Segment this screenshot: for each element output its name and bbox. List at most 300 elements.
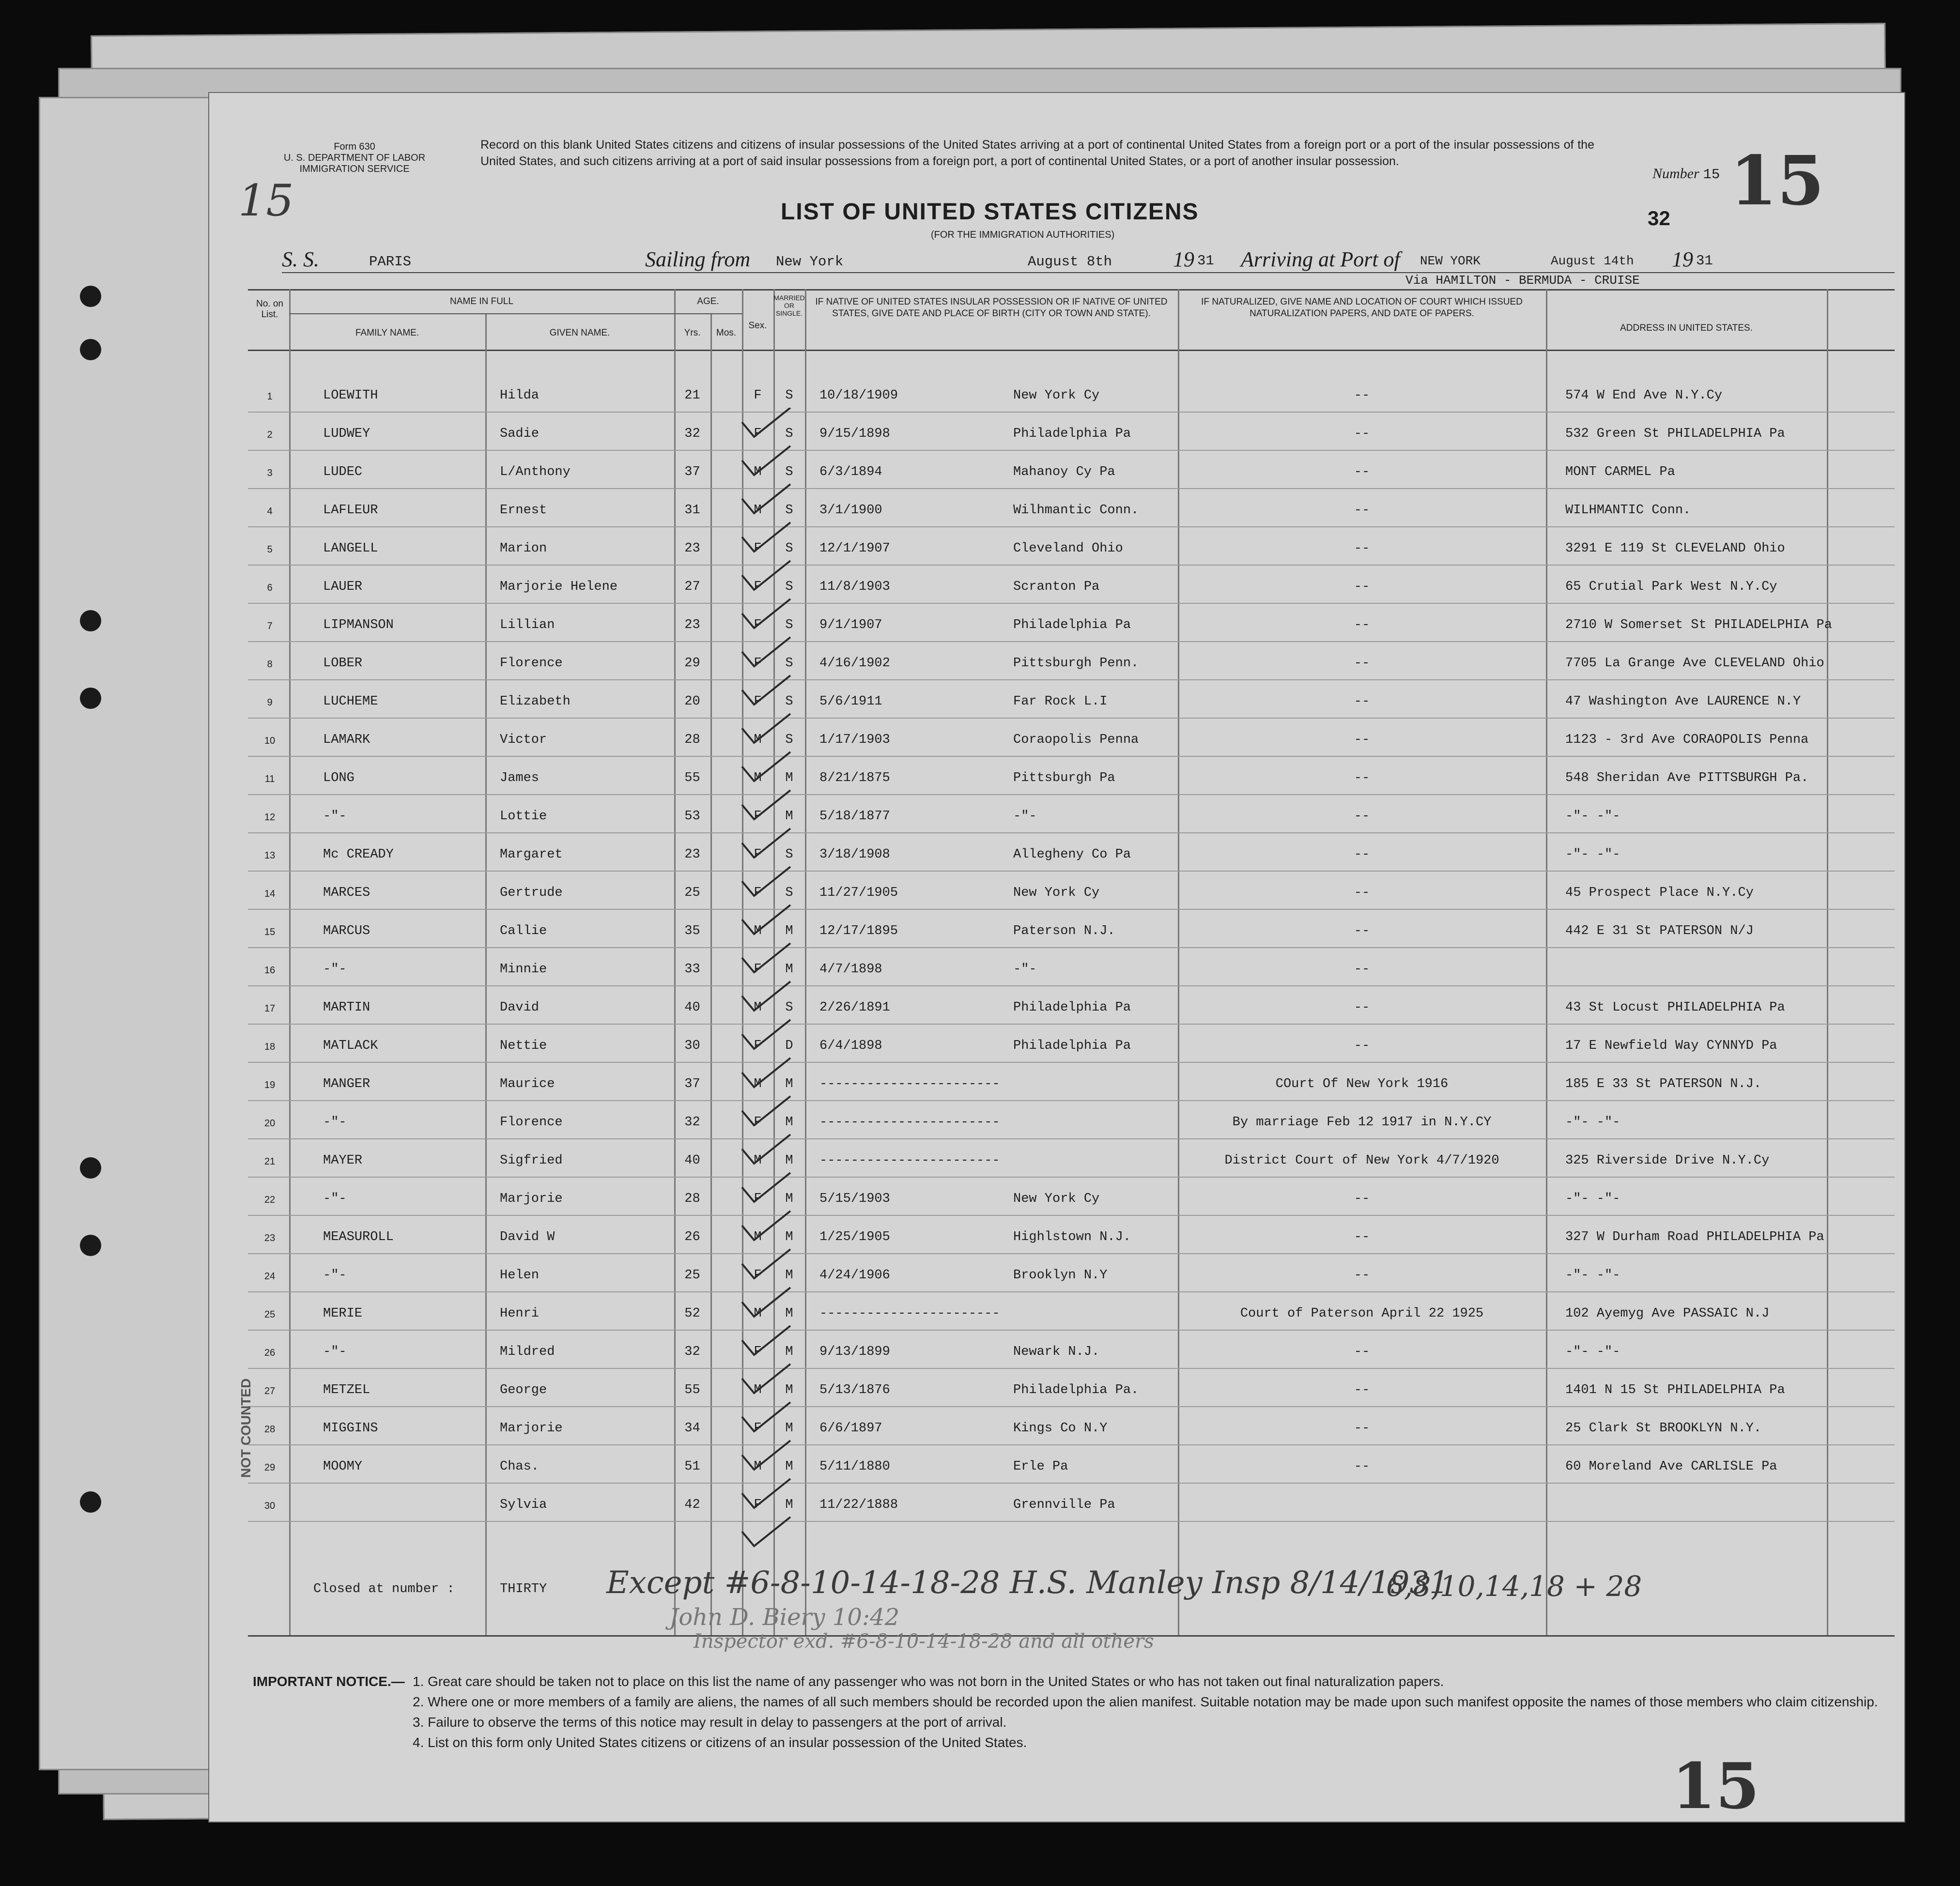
row-rule [248, 1521, 1895, 1522]
bottom-stamp-number: 15 [1672, 1749, 1759, 1823]
row-sex-cell: F [754, 886, 762, 900]
row-no-cell: 4 [267, 506, 273, 517]
row-addr-cell: 185 E 33 St PATERSON N.J. [1565, 1077, 1762, 1091]
header-naturalized: IF NATURALIZED, GIVE NAME AND LOCATION OF COURT WHICH ISSUED NATURALIZATION PAPERS, AND DATE OF PAPERS. [1201, 297, 1523, 319]
binder-hole [80, 339, 101, 360]
row-no-cell: 1 [267, 391, 273, 402]
row-family-cell: MARCUS [323, 924, 370, 938]
row-ms-cell: M [785, 1192, 793, 1206]
row-place-cell: Coraopolis Penna [1013, 733, 1139, 747]
row-family-cell: -"- [323, 1345, 347, 1359]
row-ms-cell: M [785, 924, 793, 938]
row-nat-cell: -- [1354, 1039, 1370, 1053]
row-no-cell: 13 [264, 850, 276, 861]
row-yrs-cell: 20 [684, 694, 700, 709]
row-place-cell: Philadelphia Pa [1013, 1039, 1131, 1053]
row-family-cell: LUDEC [323, 465, 363, 479]
row-given-cell: Lillian [500, 618, 555, 632]
row-given-cell: Marjorie Helene [500, 580, 618, 594]
header-no: No. on List. [256, 299, 283, 320]
row-yrs-cell: 25 [684, 1268, 700, 1283]
row-yrs-cell: 32 [684, 427, 700, 441]
row-given-cell: James [500, 771, 540, 785]
row-family-cell: LIPMANSON [323, 618, 394, 632]
row-ms-cell: D [785, 1039, 793, 1053]
arrival-year-prefix: 19 [1672, 247, 1693, 271]
col-divider [1178, 289, 1179, 1635]
row-date-cell: ----------------------- [819, 1153, 1000, 1168]
row-addr-cell: -"- -"- [1565, 1115, 1620, 1130]
row-family-cell: MANGER [323, 1077, 370, 1091]
row-nat-cell: By marriage Feb 12 1917 in N.Y.CY [1232, 1115, 1492, 1130]
row-rule [248, 1291, 1895, 1292]
header-name-in-full: NAME IN FULL [450, 296, 513, 307]
row-ms-cell: S [785, 847, 793, 862]
row-given-cell: Sadie [500, 427, 540, 441]
arrival-port: NEW YORK [1420, 254, 1481, 268]
row-date-cell: 11/27/1905 [819, 886, 898, 900]
row-given-cell: Chas. [500, 1459, 540, 1474]
row-yrs-cell: 55 [684, 1383, 700, 1397]
row-ms-cell: S [785, 886, 793, 900]
header-family-name: FAMILY NAME. [355, 328, 419, 338]
row-given-cell: David W [500, 1230, 555, 1244]
row-no-cell: 12 [264, 812, 276, 823]
row-given-cell: George [500, 1383, 547, 1397]
row-date-cell: 6/4/1898 [819, 1039, 882, 1053]
header-birth: IF NATIVE OF UNITED STATES INSULAR POSSESSION OR IF NATIVE OF UNITED STATES, GIVE DATE AND PLACE OF BIRTH (CITY OR TOWN AND STATE). [815, 297, 1168, 319]
row-ms-cell: M [785, 809, 793, 824]
row-date-cell: 11/8/1903 [819, 580, 890, 594]
table-head-rule [248, 350, 1895, 351]
row-nat-cell: -- [1354, 1459, 1370, 1474]
row-place-cell: Scranton Pa [1013, 580, 1100, 594]
row-family-cell: LAMARK [323, 733, 370, 747]
row-no-cell: 10 [264, 736, 276, 746]
row-ms-cell: M [785, 962, 793, 977]
row-no-cell: 29 [264, 1462, 276, 1473]
notice-items [413, 1671, 1960, 1753]
not-counted-stamp: NOT COUNTED [238, 1378, 253, 1478]
row-yrs-cell: 51 [684, 1459, 700, 1474]
sailing-from: New York [776, 254, 844, 270]
row-no-cell: 2 [267, 429, 273, 440]
row-date-cell: 1/25/1905 [819, 1230, 890, 1244]
checkmark-icon [742, 1135, 790, 1164]
checkmark-icon [742, 522, 790, 552]
row-date-cell: 12/17/1895 [819, 924, 898, 938]
row-place-cell: Kings Co N.Y [1013, 1421, 1108, 1436]
row-place-cell: Pittsburgh Pa [1013, 771, 1115, 785]
form-number: Form 630 [334, 141, 375, 152]
row-yrs-cell: 32 [684, 1345, 700, 1359]
row-date-cell: 1/17/1903 [819, 733, 890, 747]
row-date-cell: 9/13/1899 [819, 1345, 890, 1359]
row-no-cell: 30 [264, 1501, 276, 1511]
row-rule [248, 565, 1895, 566]
row-given-cell: Marjorie [500, 1192, 563, 1206]
row-family-cell: MEASUROLL [323, 1230, 394, 1244]
row-yrs-cell: 33 [684, 962, 700, 977]
row-rule [248, 1138, 1895, 1139]
sailing-label: Sailing from [645, 247, 751, 271]
ship-name: PARIS [369, 254, 412, 270]
row-addr-cell: 7705 La Grange Ave CLEVELAND Ohio [1565, 656, 1824, 671]
sail-year: 31 [1197, 253, 1214, 269]
header-yrs: Yrs. [684, 328, 701, 338]
row-place-cell: Philadelphia Pa [1013, 427, 1131, 441]
row-addr-cell: 548 Sheridan Ave PITTSBURGH Pa. [1565, 771, 1809, 785]
page-subtitle: (FOR THE IMMIGRATION AUTHORITIES) [931, 230, 1115, 240]
row-addr-cell: 60 Moreland Ave CARLISLE Pa [1565, 1459, 1777, 1474]
row-rule [248, 909, 1895, 910]
row-rule [248, 1406, 1895, 1407]
row-rule [248, 756, 1895, 757]
col-divider [485, 313, 487, 1635]
row-place-cell: Pittsburgh Penn. [1013, 656, 1139, 671]
row-rule [248, 1177, 1895, 1178]
row-nat-cell: District Court of New York 4/7/1920 [1224, 1153, 1499, 1168]
row-date-cell: ----------------------- [819, 1077, 1000, 1091]
row-place-cell: Allegheny Co Pa [1013, 847, 1131, 862]
row-sex-cell: F [754, 541, 762, 556]
row-yrs-cell: 28 [684, 1192, 700, 1206]
row-no-cell: 3 [267, 468, 273, 478]
service-name: IMMIGRATION SERVICE [299, 164, 410, 174]
row-rule [248, 603, 1895, 604]
header-address: ADDRESS IN UNITED STATES. [1620, 323, 1753, 333]
row-nat-cell: -- [1354, 465, 1370, 479]
row-no-cell: 15 [264, 927, 276, 937]
row-place-cell: Philadelphia Pa. [1013, 1383, 1139, 1397]
tally-checkmarks [732, 408, 858, 1560]
binder-hole [80, 688, 101, 709]
handwritten-except-note: Except #6-8-10-14-18-28 H.S. Manley Insp 8/14/1931 [606, 1565, 1449, 1601]
row-ms-cell: M [785, 1153, 793, 1168]
row-addr-cell: 17 E Newfield Way CYNNYD Pa [1565, 1039, 1777, 1053]
row-rule [248, 832, 1895, 833]
row-ms-cell: S [785, 618, 793, 632]
row-given-cell: Henri [500, 1306, 540, 1321]
row-rule [248, 985, 1895, 986]
header-married: MARRIED OR SINGLE. [773, 294, 805, 317]
row-nat-cell: -- [1354, 1192, 1370, 1206]
row-yrs-cell: 53 [684, 809, 700, 824]
row-sex-cell: F [754, 847, 762, 862]
table-top-rule [248, 289, 1895, 291]
row-given-cell: Minnie [500, 962, 547, 977]
stamp-number: 15 [1730, 141, 1824, 221]
row-given-cell: David [500, 1000, 540, 1015]
row-ms-cell: M [785, 1345, 793, 1359]
row-sex-cell: M [754, 771, 762, 785]
checkmark-icon [742, 484, 790, 513]
row-place-cell: Cleveland Ohio [1013, 541, 1123, 556]
row-yrs-cell: 23 [684, 847, 700, 862]
row-no-cell: 18 [264, 1042, 276, 1052]
row-nat-cell: -- [1354, 618, 1370, 632]
row-given-cell: Gertrude [500, 886, 563, 900]
row-no-cell: 24 [264, 1271, 276, 1282]
row-ms-cell: M [785, 1459, 793, 1474]
row-date-cell: 12/1/1907 [819, 541, 890, 556]
col-divider [1546, 289, 1547, 1635]
row-family-cell: -"- [323, 809, 347, 824]
col-divider [710, 313, 712, 1635]
row-date-cell: ----------------------- [819, 1306, 1000, 1321]
row-addr-cell: -"- -"- [1565, 1192, 1620, 1206]
row-yrs-cell: 40 [684, 1153, 700, 1168]
row-addr-cell: 47 Washington Ave LAURENCE N.Y [1565, 694, 1801, 709]
row-place-cell: Erle Pa [1013, 1459, 1068, 1474]
row-family-cell: LOEWITH [323, 388, 378, 403]
row-yrs-cell: 30 [684, 1039, 700, 1053]
row-yrs-cell: 25 [684, 886, 700, 900]
row-place-cell: Brooklyn N.Y [1013, 1268, 1108, 1283]
row-given-cell: Marjorie [500, 1421, 563, 1436]
row-no-cell: 8 [267, 659, 273, 670]
row-sex-cell: M [754, 1383, 762, 1397]
row-rule [248, 718, 1895, 719]
row-no-cell: 26 [264, 1348, 276, 1358]
row-addr-cell: 65 Crutial Park West N.Y.Cy [1565, 580, 1777, 594]
row-nat-cell: -- [1354, 962, 1370, 977]
row-given-cell: Victor [500, 733, 547, 747]
row-date-cell: 5/15/1903 [819, 1192, 890, 1206]
row-addr-cell: -"- -"- [1565, 809, 1620, 824]
checkmark-icon [742, 1173, 790, 1202]
row-rule [248, 1483, 1895, 1484]
row-place-cell: New York Cy [1013, 1192, 1100, 1206]
row-sex-cell: F [754, 962, 762, 977]
checkmark-icon [742, 1020, 790, 1049]
row-ms-cell: M [785, 1383, 793, 1397]
row-place-cell: Newark N.J. [1013, 1345, 1100, 1359]
row-given-cell: Margaret [500, 847, 563, 862]
row-yrs-cell: 55 [684, 771, 700, 785]
handwritten-numbers: 6,8,10,14,18 + 28 [1386, 1570, 1642, 1603]
row-given-cell: Maurice [500, 1077, 555, 1091]
row-family-cell: MOOMY [323, 1459, 363, 1474]
row-rule [248, 1062, 1895, 1063]
year-prefix: 19 [1173, 247, 1194, 271]
row-yrs-cell: 21 [684, 388, 700, 403]
row-rule [248, 679, 1895, 680]
checkmark-icon [742, 675, 790, 705]
department-name: U. S. DEPARTMENT OF LABOR [283, 153, 426, 163]
row-rule [248, 526, 1895, 527]
row-nat-cell: -- [1354, 886, 1370, 900]
row-ms-cell: M [785, 1077, 793, 1091]
checkmark-icon [742, 943, 790, 972]
row-family-cell: LAUER [323, 580, 363, 594]
row-date-cell: 3/1/1900 [819, 503, 882, 518]
row-place-cell: Paterson N.J. [1013, 924, 1115, 938]
row-rule [248, 1100, 1895, 1101]
notice-item: 2. Where one or more members of a family are aliens, the names of all such members should be recorded upon the alien manifest. Suitable notation may be made upon such manifest opposite the names of those members who claim citizenship. [413, 1694, 1878, 1709]
row-family-cell: -"- [323, 1192, 347, 1206]
row-addr-cell: 1401 N 15 St PHILADELPHIA Pa [1565, 1383, 1785, 1397]
checkmark-icon [742, 1479, 790, 1508]
row-given-cell: Nettie [500, 1039, 547, 1053]
checkmark-icon [742, 1288, 790, 1317]
row-addr-cell: 3291 E 119 St CLEVELAND Ohio [1565, 541, 1785, 556]
row-given-cell: Callie [500, 924, 547, 938]
notice-item: 3. Failure to observe the terms of this notice may result in delay to passengers at the port of arrival. [413, 1715, 1007, 1730]
row-ms-cell: S [785, 503, 793, 518]
row-rule [248, 1253, 1895, 1254]
row-ms-cell: S [785, 427, 793, 441]
row-no-cell: 6 [267, 583, 273, 593]
row-given-cell: Ernest [500, 503, 547, 518]
checkmark-icon [742, 561, 790, 590]
row-date-cell: 4/16/1902 [819, 656, 890, 671]
row-sex-cell: F [754, 1039, 762, 1053]
row-date-cell: 3/18/1908 [819, 847, 890, 862]
row-family-cell: MARTIN [323, 1000, 370, 1015]
row-sex-cell: M [754, 1230, 762, 1244]
row-sex-cell: F [754, 1421, 762, 1436]
page-title: LIST OF UNITED STATES CITIZENS [781, 199, 1199, 225]
row-nat-cell: -- [1354, 771, 1370, 785]
row-yrs-cell: 37 [684, 1077, 700, 1091]
row-rule [248, 1330, 1895, 1331]
row-sex-cell: M [754, 1306, 762, 1321]
row-place-cell: Highlstown N.J. [1013, 1230, 1131, 1244]
row-rule [248, 450, 1895, 451]
row-yrs-cell: 28 [684, 733, 700, 747]
row-rule [248, 1215, 1895, 1216]
row-date-cell: 6/6/1897 [819, 1421, 882, 1436]
binder-hole [80, 610, 101, 631]
row-addr-cell: -"- -"- [1565, 847, 1620, 862]
row-ms-cell: S [785, 1000, 793, 1015]
row-nat-cell: -- [1354, 580, 1370, 594]
row-no-cell: 20 [264, 1118, 276, 1129]
binder-hole [80, 1235, 101, 1256]
row-family-cell: MAYER [323, 1153, 363, 1168]
row-date-cell: 5/11/1880 [819, 1459, 890, 1474]
row-family-cell: LUDWEY [323, 427, 370, 441]
record-instructions: Record on this blank United States citizens and citizens of insular possessions of the United States arriving at a port of continental United States from a foreign port or a port of the insular possessions of the United States, and such citizens arriving at a port of said insular possessions from a foreign port, a port of continental United States, or a port of another insular possession. [480, 138, 1594, 168]
row-yrs-cell: 23 [684, 541, 700, 556]
row-date-cell: 4/24/1906 [819, 1268, 890, 1283]
row-ms-cell: S [785, 656, 793, 671]
voyage-underline [282, 272, 1895, 273]
number-label: Number [1652, 166, 1699, 182]
row-rule [248, 1024, 1895, 1025]
row-ms-cell: M [785, 771, 793, 785]
row-place-cell: Grennville Pa [1013, 1498, 1115, 1512]
row-sex-cell: F [754, 1498, 762, 1512]
name-age-subrule [289, 313, 742, 314]
checkmark-icon [742, 1096, 790, 1125]
row-rule [248, 412, 1895, 413]
row-no-cell: 16 [264, 965, 276, 976]
row-given-cell: Lottie [500, 809, 547, 824]
handwritten-inspector-note: Inspector exd. #6-8-10-14-18-28 and all others [694, 1630, 1154, 1653]
page-number: 32 [1648, 207, 1670, 230]
row-date-cell: 10/18/1909 [819, 388, 898, 403]
row-nat-cell: -- [1354, 503, 1370, 518]
row-yrs-cell: 27 [684, 580, 700, 594]
row-addr-cell: 102 Ayemyg Ave PASSAIC N.J [1565, 1306, 1770, 1321]
row-addr-cell: 325 Riverside Drive N.Y.Cy [1565, 1153, 1770, 1168]
ss-label: S. S. [282, 247, 319, 271]
binder-hole [80, 1491, 101, 1513]
via-route: Via HAMILTON - BERMUDA - CRUISE [1405, 273, 1640, 288]
header-mos: Mos. [716, 328, 737, 338]
checkmark-icon [742, 446, 790, 475]
checkmark-icon [742, 714, 790, 743]
row-sex-cell: F [754, 427, 762, 441]
row-ms-cell: S [785, 541, 793, 556]
row-family-cell: LANGELL [323, 541, 378, 556]
row-date-cell: 6/3/1894 [819, 465, 882, 479]
row-given-cell: Sylvia [500, 1498, 547, 1512]
row-yrs-cell: 37 [684, 465, 700, 479]
row-yrs-cell: 42 [684, 1498, 700, 1512]
row-place-cell: Far Rock L.I [1013, 694, 1108, 709]
row-date-cell: 9/1/1907 [819, 618, 882, 632]
checkmark-icon [742, 1517, 790, 1546]
row-date-cell: 5/13/1876 [819, 1383, 890, 1397]
row-sex-cell: M [754, 924, 762, 938]
row-no-cell: 21 [264, 1156, 276, 1167]
row-addr-cell: -"- -"- [1565, 1268, 1620, 1283]
row-date-cell: 11/22/1888 [819, 1498, 898, 1512]
row-place-cell: Wilhmantic Conn. [1013, 503, 1139, 518]
checkmark-icon [742, 790, 790, 819]
row-given-cell: Mildred [500, 1345, 555, 1359]
checkmark-icon [742, 599, 790, 628]
row-no-cell: 27 [264, 1386, 276, 1396]
row-rule [248, 641, 1895, 642]
row-sex-cell: M [754, 733, 762, 747]
row-given-cell: L/Anthony [500, 465, 571, 479]
row-family-cell: LONG [323, 771, 355, 785]
row-no-cell: 5 [267, 544, 273, 555]
header-sex: Sex. [748, 321, 767, 331]
row-ms-cell: S [785, 465, 793, 479]
checkmark-icon [742, 905, 790, 934]
row-addr-cell: 2710 W Somerset St PHILADELPHIA Pa [1565, 618, 1832, 632]
row-nat-cell: -- [1354, 924, 1370, 938]
row-sex-cell: F [754, 1268, 762, 1283]
row-rule [248, 488, 1895, 489]
row-given-cell: Sigfried [500, 1153, 563, 1168]
checkmark-icon [742, 752, 790, 781]
row-ms-cell: M [785, 1306, 793, 1321]
row-addr-cell: 442 E 31 St PATERSON N/J [1565, 924, 1754, 938]
col-divider [289, 289, 291, 1635]
binder-hole [80, 1157, 101, 1179]
row-addr-cell: 574 W End Ave N.Y.Cy [1565, 388, 1723, 403]
row-ms-cell: S [785, 580, 793, 594]
sail-date: August 8th [1028, 254, 1112, 270]
row-date-cell: 4/7/1898 [819, 962, 882, 977]
row-date-cell: 5/6/1911 [819, 694, 882, 709]
row-addr-cell: 43 St Locust PHILADELPHIA Pa [1565, 1000, 1785, 1015]
checkmark-icon [742, 1211, 790, 1240]
row-no-cell: 9 [267, 697, 273, 708]
row-addr-cell: -"- -"- [1565, 1345, 1620, 1359]
row-given-cell: Hilda [500, 388, 540, 403]
checkmark-icon [742, 1326, 790, 1355]
row-ms-cell: M [785, 1230, 793, 1244]
checkmark-icon [742, 1402, 790, 1431]
row-given-cell: Helen [500, 1268, 540, 1283]
